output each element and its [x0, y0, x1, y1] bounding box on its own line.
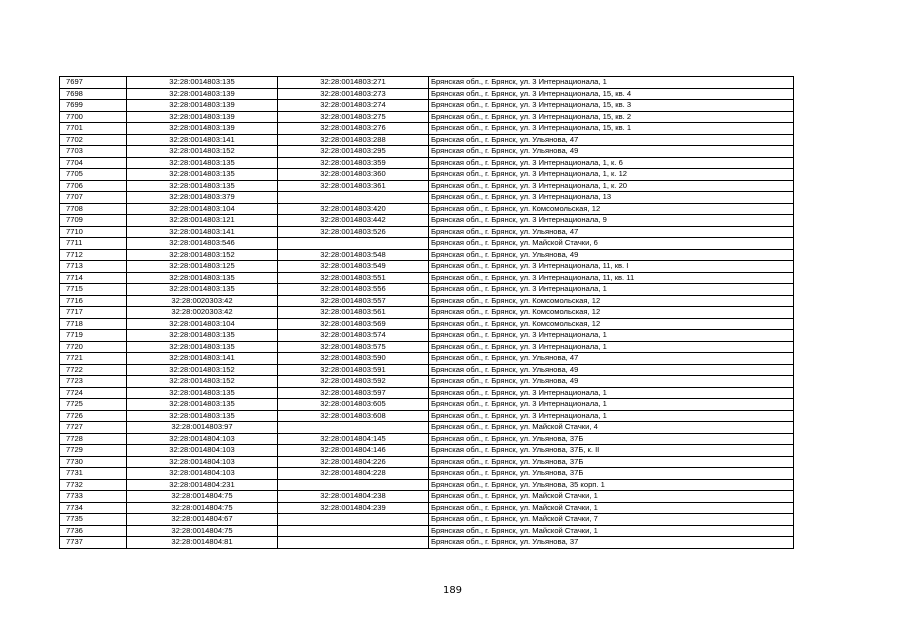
parcel-number-cell: 32:28:0014803:135 — [127, 410, 278, 422]
address-cell: Брянская обл., г. Брянск, ул. Ульянова, 47 — [429, 353, 794, 365]
parcel-number-cell: 32:28:0014804:67 — [127, 514, 278, 526]
row-number-cell: 7726 — [60, 410, 127, 422]
object-number-cell: 32:28:0014803:605 — [278, 399, 429, 411]
address-cell: Брянская обл., г. Брянск, ул. Комсомольская, 12 — [429, 318, 794, 330]
object-number-cell: 32:28:0014803:561 — [278, 307, 429, 319]
table-row — [60, 376, 794, 388]
address-cell: Брянская обл., г. Брянск, ул. Ульянова, 49 — [429, 249, 794, 261]
parcel-number-cell: 32:28:0014803:379 — [127, 192, 278, 204]
parcel-number-cell: 32:28:0014803:546 — [127, 238, 278, 250]
parcel-number-cell: 32:28:0020303:42 — [127, 307, 278, 319]
parcel-number-cell: 32:28:0014803:135 — [127, 387, 278, 399]
table-row — [60, 180, 794, 192]
table-row — [60, 502, 794, 514]
object-number-cell: 32:28:0014803:548 — [278, 249, 429, 261]
address-cell: Брянская обл., г. Брянск, ул. 3 Интернационала, 11, кв. 11 — [429, 272, 794, 284]
address-cell: Брянская обл., г. Брянск, ул. 3 Интернационала, 13 — [429, 192, 794, 204]
address-cell: Брянская обл., г. Брянск, ул. Майской Стачки, 1 — [429, 525, 794, 537]
address-cell: Брянская обл., г. Брянск, ул. Майской Стачки, 1 — [429, 502, 794, 514]
row-number-cell: 7701 — [60, 123, 127, 135]
address-cell: Брянская обл., г. Брянск, ул. Ульянова, 37Б, к. II — [429, 445, 794, 457]
object-number-cell: 32:28:0014803:359 — [278, 157, 429, 169]
address-cell: Брянская обл., г. Брянск, ул. Комсомольская, 12 — [429, 307, 794, 319]
row-number-cell: 7704 — [60, 157, 127, 169]
row-number-cell: 7720 — [60, 341, 127, 353]
table-row — [60, 364, 794, 376]
parcel-number-cell: 32:28:0014803:141 — [127, 353, 278, 365]
table-row — [60, 249, 794, 261]
object-number-cell: 32:28:0014804:239 — [278, 502, 429, 514]
parcel-number-cell: 32:28:0014803:139 — [127, 123, 278, 135]
parcel-number-cell: 32:28:0014804:103 — [127, 468, 278, 480]
address-cell: Брянская обл., г. Брянск, ул. 3 Интернационала, 1, к. 20 — [429, 180, 794, 192]
parcel-number-cell: 32:28:0014804:103 — [127, 456, 278, 468]
row-number-cell: 7717 — [60, 307, 127, 319]
object-number-cell: 32:28:0014803:590 — [278, 353, 429, 365]
table-row — [60, 410, 794, 422]
object-number-cell: 32:28:0014803:575 — [278, 341, 429, 353]
table-row — [60, 146, 794, 158]
row-number-cell: 7708 — [60, 203, 127, 215]
table-row — [60, 134, 794, 146]
table-row — [60, 284, 794, 296]
page-number: 189 — [442, 585, 463, 596]
address-cell: Брянская обл., г. Брянск, ул. Ульянова, 49 — [429, 376, 794, 388]
object-number-cell: 32:28:0014803:288 — [278, 134, 429, 146]
table-row — [60, 238, 794, 250]
table-row — [60, 399, 794, 411]
table-row — [60, 169, 794, 181]
address-cell: Брянская обл., г. Брянск, ул. 3 Интернационала, 15, кв. 3 — [429, 100, 794, 112]
row-number-cell: 7707 — [60, 192, 127, 204]
parcel-number-cell: 32:28:0014804:103 — [127, 445, 278, 457]
parcel-number-cell: 32:28:0014804:81 — [127, 537, 278, 549]
table-row — [60, 123, 794, 135]
address-cell: Брянская обл., г. Брянск, ул. Майской Стачки, 4 — [429, 422, 794, 434]
row-number-cell: 7734 — [60, 502, 127, 514]
row-number-cell: 7733 — [60, 491, 127, 503]
object-number-cell: 32:28:0014803:273 — [278, 88, 429, 100]
object-number-cell: 32:28:0014804:228 — [278, 468, 429, 480]
address-cell: Брянская обл., г. Брянск, ул. 3 Интернационала, 1 — [429, 399, 794, 411]
table-row — [60, 525, 794, 537]
address-cell: Брянская обл., г. Брянск, ул. 3 Интернационала, 1 — [429, 387, 794, 399]
parcel-number-cell: 32:28:0014803:141 — [127, 134, 278, 146]
row-number-cell: 7710 — [60, 226, 127, 238]
table-row — [60, 468, 794, 480]
row-number-cell: 7721 — [60, 353, 127, 365]
table-row — [60, 514, 794, 526]
cadastral-table — [59, 76, 794, 549]
parcel-number-cell: 32:28:0014803:152 — [127, 364, 278, 376]
table-row — [60, 445, 794, 457]
table-row — [60, 192, 794, 204]
parcel-number-cell: 32:28:0014804:75 — [127, 491, 278, 503]
parcel-number-cell: 32:28:0014803:135 — [127, 330, 278, 342]
address-cell: Брянская обл., г. Брянск, ул. Ульянова, 37Б — [429, 456, 794, 468]
object-number-cell: 32:28:0014803:591 — [278, 364, 429, 376]
address-cell: Брянская обл., г. Брянск, ул. 3 Интернационала, 1 — [429, 330, 794, 342]
row-number-cell: 7705 — [60, 169, 127, 181]
parcel-number-cell: 32:28:0014804:103 — [127, 433, 278, 445]
table-row — [60, 272, 794, 284]
parcel-number-cell: 32:28:0014803:141 — [127, 226, 278, 238]
row-number-cell: 7706 — [60, 180, 127, 192]
object-number-cell: 32:28:0014803:442 — [278, 215, 429, 227]
object-number-cell — [278, 525, 429, 537]
row-number-cell: 7700 — [60, 111, 127, 123]
address-cell: Брянская обл., г. Брянск, ул. Ульянова, 37Б — [429, 433, 794, 445]
object-number-cell — [278, 192, 429, 204]
table-row — [60, 226, 794, 238]
parcel-number-cell: 32:28:0014804:75 — [127, 502, 278, 514]
object-number-cell: 32:28:0014803:295 — [278, 146, 429, 158]
parcel-number-cell: 32:28:0014803:135 — [127, 169, 278, 181]
row-number-cell: 7730 — [60, 456, 127, 468]
parcel-number-cell: 32:28:0014803:135 — [127, 157, 278, 169]
table-row — [60, 157, 794, 169]
parcel-number-cell: 32:28:0014803:152 — [127, 249, 278, 261]
object-number-cell: 32:28:0014803:360 — [278, 169, 429, 181]
row-number-cell: 7711 — [60, 238, 127, 250]
table-row — [60, 100, 794, 112]
parcel-number-cell: 32:28:0014803:97 — [127, 422, 278, 434]
object-number-cell: 32:28:0014803:551 — [278, 272, 429, 284]
table-row — [60, 77, 794, 89]
row-number-cell: 7728 — [60, 433, 127, 445]
table-row — [60, 433, 794, 445]
object-number-cell: 32:28:0014803:271 — [278, 77, 429, 89]
object-number-cell: 32:28:0014804:226 — [278, 456, 429, 468]
object-number-cell: 32:28:0014804:146 — [278, 445, 429, 457]
table-row — [60, 215, 794, 227]
row-number-cell: 7698 — [60, 88, 127, 100]
row-number-cell: 7699 — [60, 100, 127, 112]
address-cell: Брянская обл., г. Брянск, ул. Ульянова, 49 — [429, 364, 794, 376]
address-cell: Брянская обл., г. Брянск, ул. Ульянова, 47 — [429, 226, 794, 238]
parcel-number-cell: 32:28:0014803:139 — [127, 88, 278, 100]
row-number-cell: 7736 — [60, 525, 127, 537]
object-number-cell — [278, 537, 429, 549]
table-row — [60, 111, 794, 123]
parcel-number-cell: 32:28:0014803:135 — [127, 77, 278, 89]
address-cell: Брянская обл., г. Брянск, ул. 3 Интернационала, 9 — [429, 215, 794, 227]
address-cell: Брянская обл., г. Брянск, ул. Майской Стачки, 6 — [429, 238, 794, 250]
row-number-cell: 7722 — [60, 364, 127, 376]
row-number-cell: 7725 — [60, 399, 127, 411]
parcel-number-cell: 32:28:0014803:139 — [127, 111, 278, 123]
parcel-number-cell: 32:28:0014803:135 — [127, 399, 278, 411]
row-number-cell: 7714 — [60, 272, 127, 284]
table-row — [60, 330, 794, 342]
parcel-number-cell: 32:28:0014803:135 — [127, 180, 278, 192]
address-cell: Брянская обл., г. Брянск, ул. Комсомольская, 12 — [429, 203, 794, 215]
parcel-number-cell: 32:28:0014803:152 — [127, 146, 278, 158]
row-number-cell: 7712 — [60, 249, 127, 261]
object-number-cell: 32:28:0014804:145 — [278, 433, 429, 445]
row-number-cell: 7729 — [60, 445, 127, 457]
address-cell: Брянская обл., г. Брянск, ул. Ульянова, 37 — [429, 537, 794, 549]
address-cell: Брянская обл., г. Брянск, ул. Майской Стачки, 1 — [429, 491, 794, 503]
table-row — [60, 456, 794, 468]
parcel-number-cell: 32:28:0014803:104 — [127, 318, 278, 330]
table-row — [60, 341, 794, 353]
address-cell: Брянская обл., г. Брянск, ул. Ульянова, 35 корп. 1 — [429, 479, 794, 491]
address-cell: Брянская обл., г. Брянск, ул. 3 Интернационала, 1 — [429, 77, 794, 89]
row-number-cell: 7724 — [60, 387, 127, 399]
object-number-cell: 32:28:0014804:238 — [278, 491, 429, 503]
address-cell: Брянская обл., г. Брянск, ул. Комсомольская, 12 — [429, 295, 794, 307]
object-number-cell — [278, 479, 429, 491]
address-cell: Брянская обл., г. Брянск, ул. 3 Интернационала, 1 — [429, 284, 794, 296]
table-row — [60, 307, 794, 319]
row-number-cell: 7731 — [60, 468, 127, 480]
object-number-cell: 32:28:0014803:275 — [278, 111, 429, 123]
table-row — [60, 295, 794, 307]
row-number-cell: 7713 — [60, 261, 127, 273]
object-number-cell: 32:28:0014803:608 — [278, 410, 429, 422]
table-row — [60, 387, 794, 399]
row-number-cell: 7727 — [60, 422, 127, 434]
row-number-cell: 7702 — [60, 134, 127, 146]
table-row — [60, 537, 794, 549]
row-number-cell: 7697 — [60, 77, 127, 89]
object-number-cell: 32:28:0014803:420 — [278, 203, 429, 215]
row-number-cell: 7723 — [60, 376, 127, 388]
address-cell: Брянская обл., г. Брянск, ул. Ульянова, 37Б — [429, 468, 794, 480]
parcel-number-cell: 32:28:0014803:125 — [127, 261, 278, 273]
row-number-cell: 7719 — [60, 330, 127, 342]
address-cell: Брянская обл., г. Брянск, ул. 3 Интернационала, 1 — [429, 341, 794, 353]
address-cell: Брянская обл., г. Брянск, ул. 3 Интернационала, 15, кв. 1 — [429, 123, 794, 135]
table-row — [60, 479, 794, 491]
object-number-cell: 32:28:0014803:361 — [278, 180, 429, 192]
table-row — [60, 88, 794, 100]
table-row — [60, 318, 794, 330]
table-row — [60, 203, 794, 215]
address-cell: Брянская обл., г. Брянск, ул. 3 Интернационала, 1, к. 12 — [429, 169, 794, 181]
address-cell: Брянская обл., г. Брянск, ул. Ульянова, 47 — [429, 134, 794, 146]
object-number-cell: 32:28:0014803:526 — [278, 226, 429, 238]
address-cell: Брянская обл., г. Брянск, ул. 3 Интернационала, 15, кв. 2 — [429, 111, 794, 123]
parcel-number-cell: 32:28:0014803:152 — [127, 376, 278, 388]
object-number-cell: 32:28:0014803:592 — [278, 376, 429, 388]
parcel-number-cell: 32:28:0014803:139 — [127, 100, 278, 112]
row-number-cell: 7715 — [60, 284, 127, 296]
table-row — [60, 261, 794, 273]
parcel-number-cell: 32:28:0014804:75 — [127, 525, 278, 537]
object-number-cell: 32:28:0014803:549 — [278, 261, 429, 273]
address-cell: Брянская обл., г. Брянск, ул. 3 Интернационала, 15, кв. 4 — [429, 88, 794, 100]
table-row — [60, 353, 794, 365]
address-cell: Брянская обл., г. Брянск, ул. Майской Стачки, 7 — [429, 514, 794, 526]
address-cell: Брянская обл., г. Брянск, ул. 3 Интернационала, 1, к. 6 — [429, 157, 794, 169]
parcel-number-cell: 32:28:0014803:135 — [127, 284, 278, 296]
row-number-cell: 7732 — [60, 479, 127, 491]
row-number-cell: 7716 — [60, 295, 127, 307]
parcel-number-cell: 32:28:0014803:135 — [127, 272, 278, 284]
parcel-number-cell: 32:28:0014803:135 — [127, 341, 278, 353]
object-number-cell: 32:28:0014803:569 — [278, 318, 429, 330]
object-number-cell: 32:28:0014803:556 — [278, 284, 429, 296]
object-number-cell: 32:28:0014803:574 — [278, 330, 429, 342]
parcel-number-cell: 32:28:0014804:231 — [127, 479, 278, 491]
parcel-number-cell: 32:28:0020303:42 — [127, 295, 278, 307]
table-row — [60, 491, 794, 503]
row-number-cell: 7703 — [60, 146, 127, 158]
object-number-cell — [278, 514, 429, 526]
object-number-cell: 32:28:0014803:276 — [278, 123, 429, 135]
address-cell: Брянская обл., г. Брянск, ул. 3 Интернационала, 1 — [429, 410, 794, 422]
address-cell: Брянская обл., г. Брянск, ул. Ульянова, 49 — [429, 146, 794, 158]
row-number-cell: 7709 — [60, 215, 127, 227]
object-number-cell: 32:28:0014803:274 — [278, 100, 429, 112]
table-body — [60, 77, 794, 549]
row-number-cell: 7737 — [60, 537, 127, 549]
parcel-number-cell: 32:28:0014803:104 — [127, 203, 278, 215]
object-number-cell — [278, 238, 429, 250]
parcel-number-cell: 32:28:0014803:121 — [127, 215, 278, 227]
row-number-cell: 7735 — [60, 514, 127, 526]
address-cell: Брянская обл., г. Брянск, ул. 3 Интернационала, 11, кв. I — [429, 261, 794, 273]
table-row — [60, 422, 794, 434]
object-number-cell: 32:28:0014803:597 — [278, 387, 429, 399]
row-number-cell: 7718 — [60, 318, 127, 330]
object-number-cell: 32:28:0014803:557 — [278, 295, 429, 307]
object-number-cell — [278, 422, 429, 434]
